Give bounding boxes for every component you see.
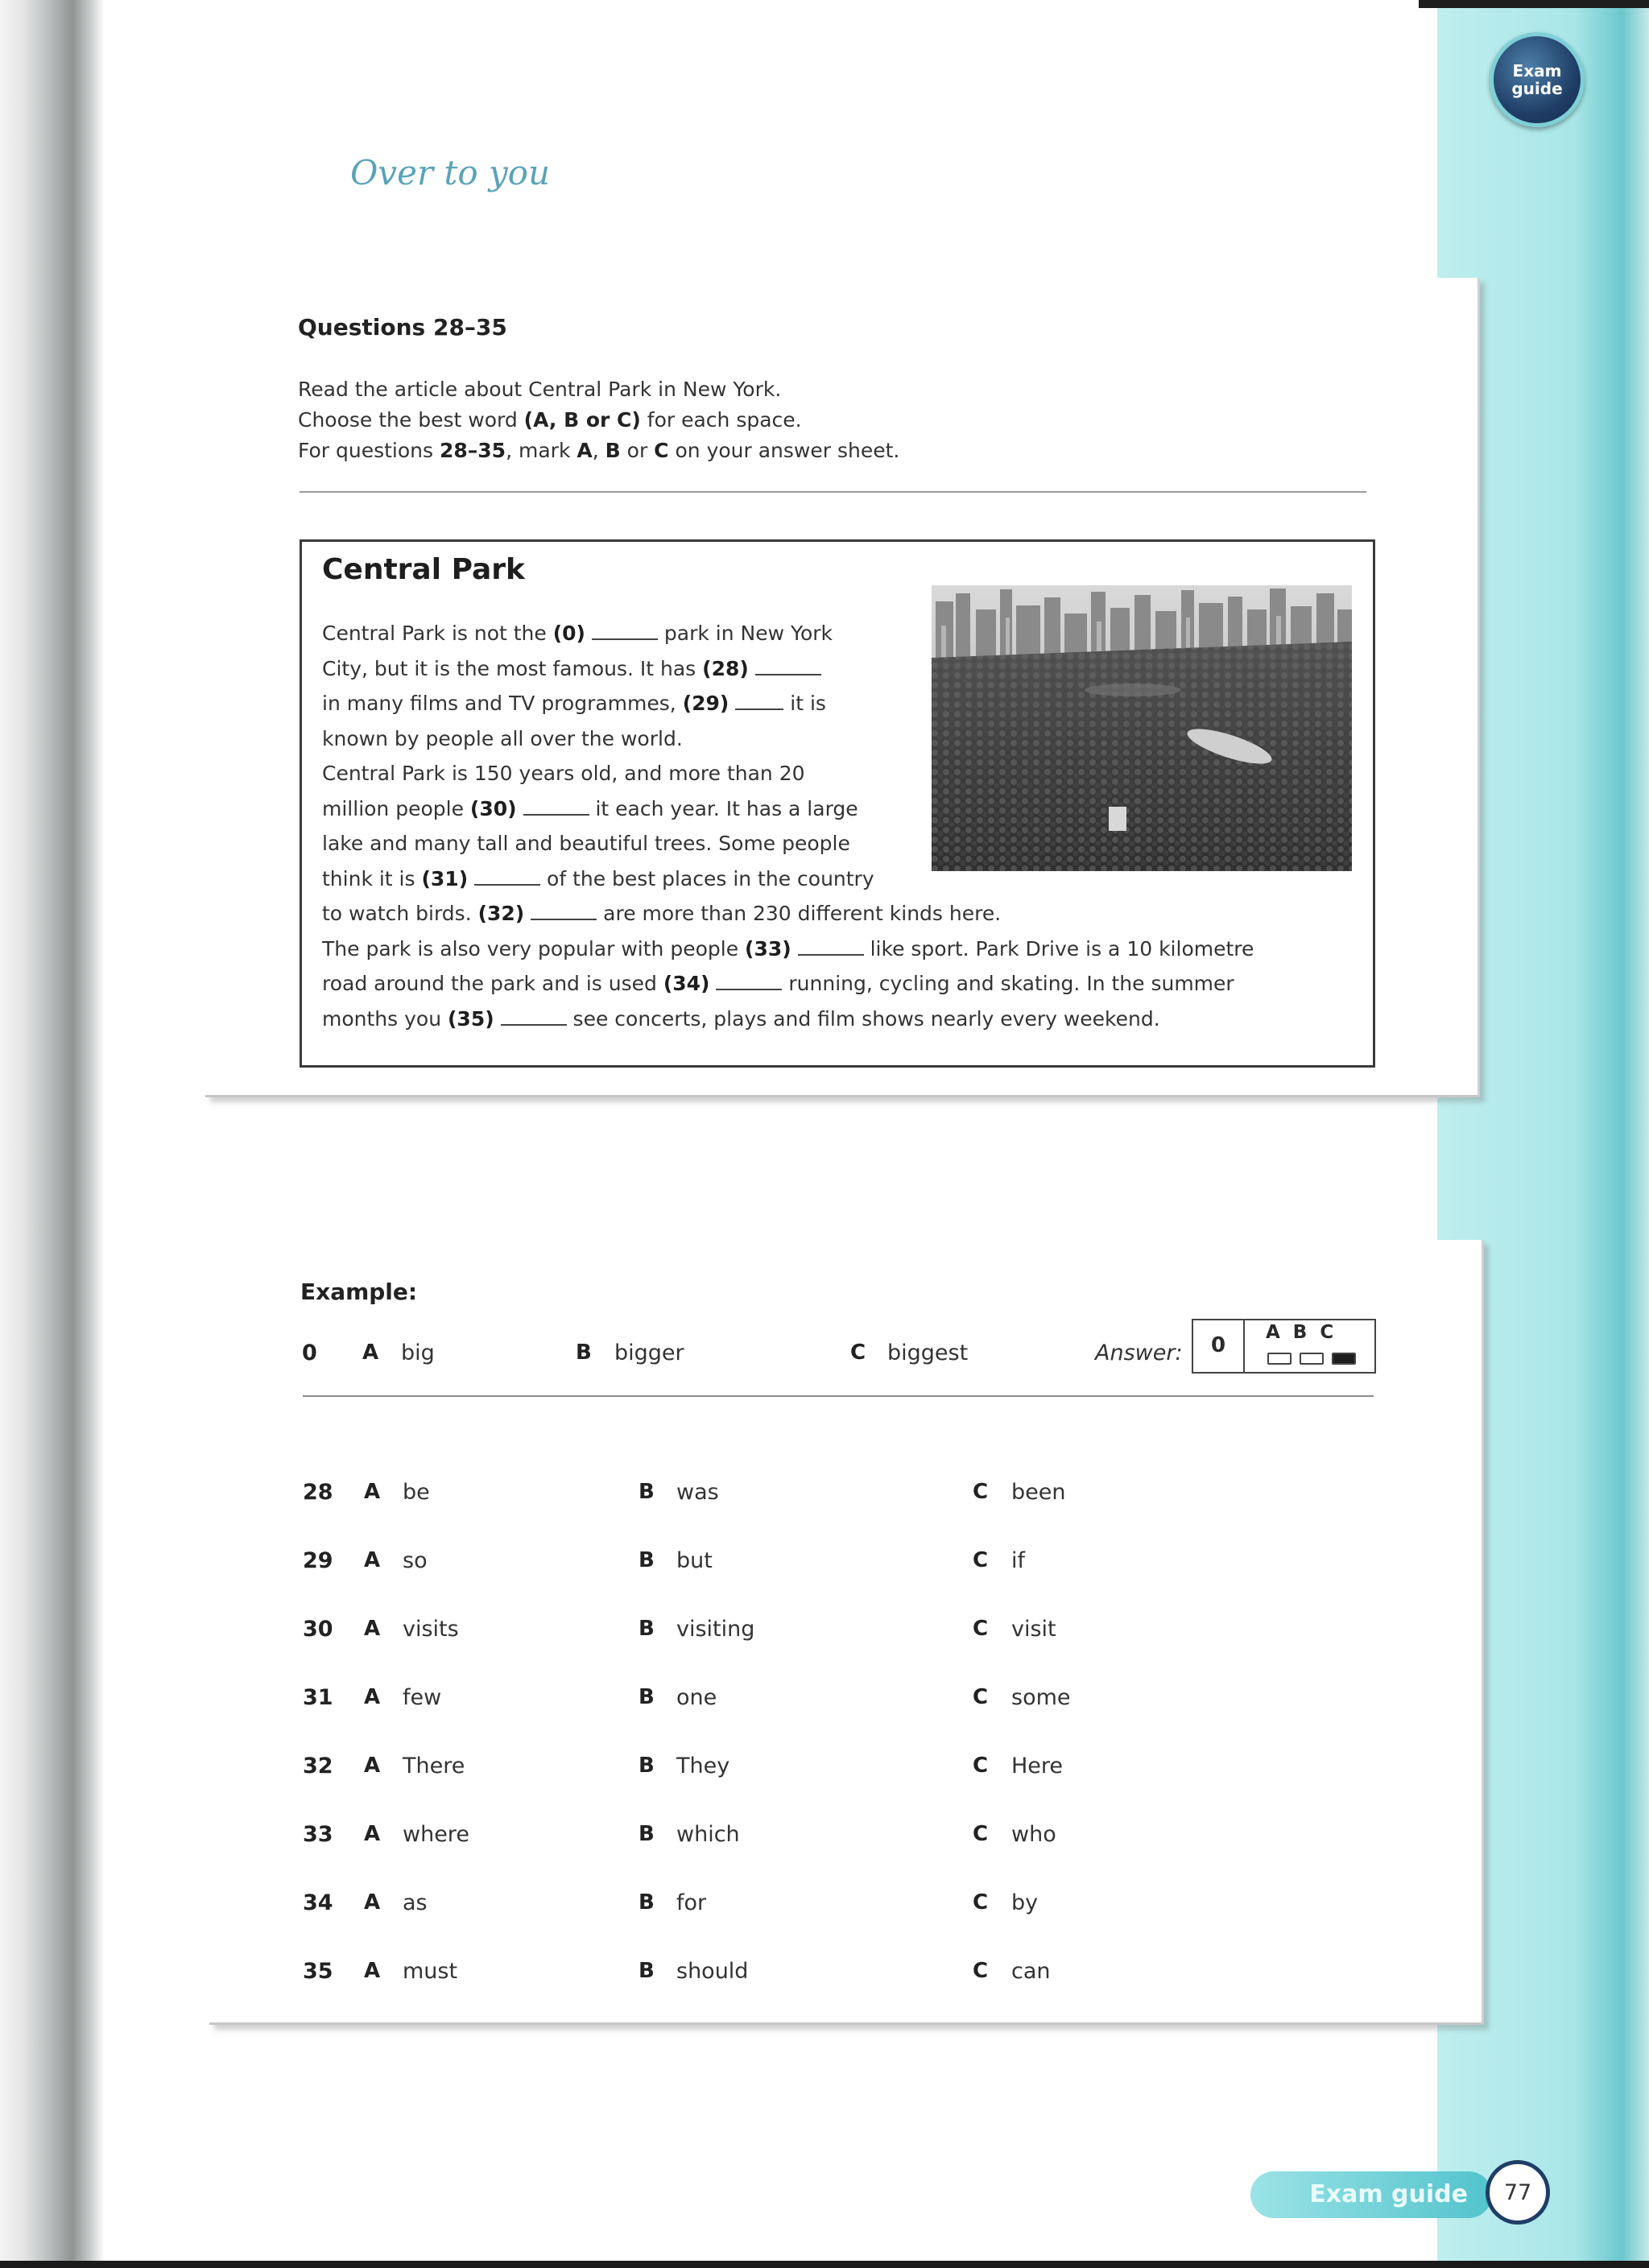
answer-gap bbox=[755, 661, 821, 675]
option-c: by bbox=[1011, 1890, 1039, 1915]
exam-guide-footer-tab: Exam guide bbox=[1250, 2171, 1492, 2218]
article-text bbox=[322, 616, 1254, 1036]
option-letter-c: C bbox=[973, 1959, 989, 1983]
option-letter-c: C bbox=[973, 1685, 989, 1709]
option-a: where bbox=[403, 1822, 469, 1847]
option-letter-c: C bbox=[973, 1822, 989, 1846]
option-letter-c: C bbox=[850, 1341, 866, 1365]
option-letter-b: B bbox=[639, 1617, 655, 1641]
option-b: visiting bbox=[676, 1617, 755, 1642]
article-line: The park is also very popular with people (33) like sport. Park Drive is a 10 kilometre bbox=[322, 936, 1254, 960]
option-a: few bbox=[403, 1685, 442, 1710]
answer-gap bbox=[531, 906, 597, 920]
example-number: 0 bbox=[302, 1341, 317, 1365]
answer-lozenge-b bbox=[1300, 1353, 1324, 1365]
article-line: known by people all over the world. bbox=[322, 726, 683, 750]
option-letter-c: C bbox=[973, 1754, 989, 1778]
option-letter-b: B bbox=[639, 1959, 655, 1983]
option-letter-b: B bbox=[639, 1685, 655, 1709]
answer-box-letters: ABC bbox=[1266, 1322, 1347, 1343]
answer-gap bbox=[501, 1011, 567, 1026]
answer-gap bbox=[735, 696, 783, 710]
questions-heading: Questions 28–35 bbox=[298, 314, 507, 341]
instruction-line-3: For questions 28–35, mark A, B or C on your answer sheet. bbox=[298, 439, 900, 462]
option-letter-a: A bbox=[364, 1959, 381, 1983]
option-letter-a: A bbox=[364, 1480, 381, 1504]
option-c: some bbox=[1011, 1685, 1071, 1710]
option-letter-b: B bbox=[639, 1480, 655, 1504]
option-letter-a: A bbox=[364, 1754, 381, 1778]
example-option-b: bigger bbox=[614, 1341, 684, 1365]
answer-gap bbox=[716, 976, 782, 990]
article-line: City, but it is the most famous. It has (28) bbox=[322, 651, 1254, 687]
option-letter-b: B bbox=[639, 1890, 655, 1915]
article-line: think it is (31) of the best places in the country bbox=[322, 866, 874, 890]
instructions-divider bbox=[300, 491, 1366, 493]
instruction-line-2: Choose the best word (A, B or C) for each space. bbox=[298, 408, 802, 432]
instructions bbox=[298, 374, 899, 466]
answer-gap bbox=[523, 801, 589, 816]
article-line: in many films and TV programmes, (29) it is bbox=[322, 692, 826, 715]
question-number: 30 bbox=[303, 1617, 333, 1642]
example-divider bbox=[303, 1395, 1374, 1397]
option-letter-c: C bbox=[973, 1548, 989, 1572]
option-a: must bbox=[403, 1959, 458, 1984]
option-letter-a: A bbox=[364, 1617, 381, 1641]
option-letter-c: C bbox=[973, 1890, 989, 1915]
option-c: visit bbox=[1011, 1617, 1056, 1642]
article-line: to watch birds. (32) are more than 230 different kinds here. bbox=[322, 902, 1002, 925]
question-number: 34 bbox=[303, 1890, 333, 1915]
answer-gap bbox=[798, 941, 864, 956]
option-b: They bbox=[676, 1754, 730, 1778]
example-option-c: biggest bbox=[887, 1341, 969, 1365]
option-a: as bbox=[403, 1890, 428, 1915]
option-letter-c: C bbox=[973, 1617, 989, 1641]
article-line: road around the park and is used (34) running, cycling and skating. In the summer bbox=[322, 972, 1234, 995]
answer-gap bbox=[474, 871, 540, 886]
article-title: Central Park bbox=[322, 553, 525, 586]
option-b: but bbox=[676, 1548, 713, 1573]
option-a: visits bbox=[403, 1617, 459, 1642]
question-number: 31 bbox=[303, 1685, 333, 1710]
option-letter-a: A bbox=[364, 1685, 381, 1709]
book-spine-shadow bbox=[0, 0, 105, 2268]
example-option-a: big bbox=[401, 1341, 435, 1365]
answer-box-divider bbox=[1243, 1320, 1245, 1372]
option-letter-b: B bbox=[576, 1341, 592, 1365]
option-letter-a: A bbox=[364, 1822, 381, 1846]
option-b: was bbox=[676, 1480, 719, 1505]
option-letter-a: A bbox=[364, 1548, 381, 1572]
example-label: Example: bbox=[300, 1279, 418, 1305]
answer-gap bbox=[592, 626, 658, 640]
section-title: Over to you bbox=[350, 153, 551, 192]
option-b: should bbox=[676, 1959, 749, 1984]
article-line: lake and many tall and beautiful trees. Some people bbox=[322, 832, 850, 855]
answer-lozenge-a bbox=[1267, 1353, 1292, 1365]
option-letter-a: A bbox=[364, 1890, 381, 1915]
option-letter-a: A bbox=[362, 1341, 379, 1365]
option-c: been bbox=[1011, 1480, 1066, 1505]
option-letter-b: B bbox=[639, 1822, 655, 1846]
answer-box-number: 0 bbox=[1211, 1333, 1226, 1357]
option-c: Here bbox=[1011, 1754, 1064, 1778]
example-answer-box bbox=[1192, 1319, 1376, 1374]
exam-guide-badge: Exam guide bbox=[1490, 32, 1585, 127]
answer-label: Answer: bbox=[1095, 1341, 1183, 1365]
article-line: Central Park is not the (0) park in New York bbox=[322, 622, 833, 645]
question-number: 28 bbox=[303, 1480, 333, 1505]
option-letter-c: C bbox=[973, 1480, 989, 1504]
option-b: for bbox=[676, 1890, 707, 1915]
option-c: if bbox=[1011, 1548, 1026, 1573]
article-line: million people (30) it each year. It has a large bbox=[322, 796, 858, 820]
option-a: There bbox=[403, 1754, 465, 1778]
option-a: be bbox=[403, 1480, 430, 1505]
option-b: which bbox=[676, 1822, 740, 1847]
question-number: 29 bbox=[303, 1548, 333, 1573]
question-number: 32 bbox=[303, 1754, 333, 1778]
option-c: who bbox=[1011, 1822, 1056, 1847]
page-number: 77 bbox=[1486, 2160, 1550, 2225]
option-letter-b: B bbox=[639, 1754, 655, 1778]
top-edge-bar bbox=[1419, 0, 1649, 8]
article-line: months you (35) see concerts, plays and film shows nearly every weekend. bbox=[322, 1006, 1160, 1031]
option-letter-b: B bbox=[639, 1548, 655, 1572]
option-b: one bbox=[676, 1685, 717, 1710]
question-number: 33 bbox=[303, 1822, 333, 1847]
option-a: so bbox=[403, 1548, 428, 1573]
option-c: can bbox=[1011, 1959, 1051, 1984]
answer-lozenge-c-selected bbox=[1332, 1353, 1356, 1365]
question-number: 35 bbox=[303, 1959, 333, 1984]
bottom-edge-bar bbox=[0, 2261, 1649, 2268]
article-line: Central Park is 150 years old, and more than 20 bbox=[322, 762, 805, 785]
instruction-line-1: Read the article about Central Park in New York. bbox=[298, 378, 782, 401]
